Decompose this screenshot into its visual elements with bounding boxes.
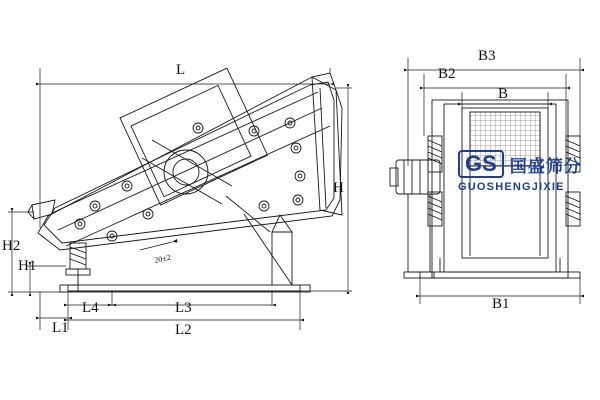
dimension-label-L4: L4 [82,300,99,316]
end-view-group [390,100,580,278]
dimension-label-L3: L3 [175,300,192,316]
watermark-logo-text: GS [458,150,504,178]
dimension-label-B: B [498,86,509,102]
dimension-label-B1: B1 [492,296,510,312]
end-view-dimensions [408,58,580,304]
dimension-label-L2: L2 [175,322,192,338]
dimension-label-H: H [333,180,344,196]
dimension-label-H1: H1 [18,258,37,274]
watermark-company-pinyin: GUOSHENGJIXIE [458,181,565,193]
dimension-label-B3: B3 [478,48,496,64]
dimension-label-H2: H2 [2,238,21,254]
svg-text:20±2: 20±2 [153,252,172,265]
watermark-company-cn: 国盛筛分 [509,156,582,176]
dimension-label-L: L [176,62,186,78]
dimension-label-L1: L1 [52,320,69,336]
side-view-group [28,68,342,292]
dimension-label-B2: B2 [438,66,456,82]
